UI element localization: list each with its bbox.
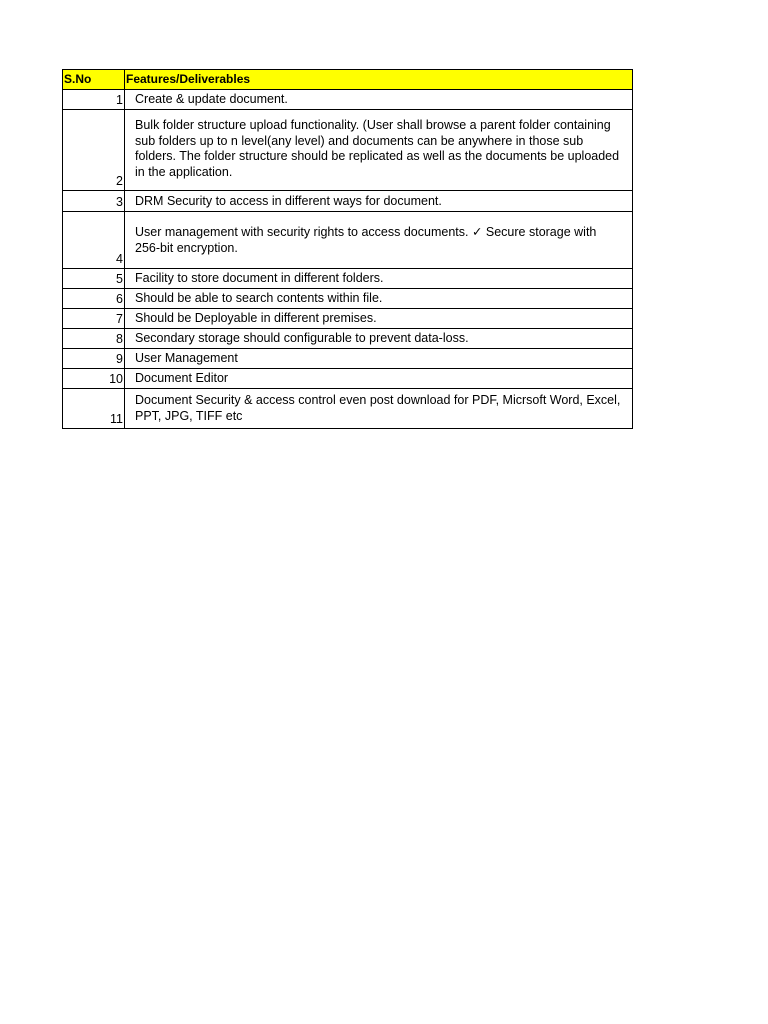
table-row xyxy=(63,191,633,212)
row-number: 6 xyxy=(63,289,125,309)
feature-cell: Facility to store document in different folders. xyxy=(125,269,633,289)
table-row xyxy=(63,90,633,110)
header-row xyxy=(63,70,633,90)
feature-cell: Should be Deployable in different premises. xyxy=(125,309,633,329)
row-number: 9 xyxy=(63,349,125,369)
table-row xyxy=(63,309,633,329)
row-number: 5 xyxy=(63,269,125,289)
row-number: 8 xyxy=(63,329,125,349)
features-table xyxy=(62,69,633,429)
feature-cell: Document Editor xyxy=(125,369,633,389)
row-number: 1 xyxy=(63,90,125,110)
header-features: Features/Deliverables xyxy=(125,70,633,90)
row-number: 11 xyxy=(63,389,125,429)
table-row xyxy=(63,269,633,289)
header-sno: S.No xyxy=(63,70,125,90)
row-number: 3 xyxy=(63,191,125,212)
table-row xyxy=(63,349,633,369)
feature-cell: Document Security & access control even post download for PDF, Micrsoft Word, Excel, PPT, JPG, TIFF etc xyxy=(125,389,633,429)
table-row xyxy=(63,212,633,269)
table-row xyxy=(63,389,633,429)
feature-cell: Create & update document. xyxy=(125,90,633,110)
table-row xyxy=(63,369,633,389)
feature-cell: Bulk folder structure upload functionality. (User shall browse a parent folder containing sub folders up to n level(any level) and documents can be anywhere in those sub folders. The folder structure should be replicated as well as the documents be uploaded in the application. xyxy=(125,110,633,191)
feature-cell: Should be able to search contents within file. xyxy=(125,289,633,309)
feature-cell: DRM Security to access in different ways for document. xyxy=(125,191,633,212)
table-row xyxy=(63,329,633,349)
feature-cell: User management with security rights to access documents. ✓ Secure storage with 256-bit encryption. xyxy=(125,212,633,269)
row-number: 7 xyxy=(63,309,125,329)
row-number: 10 xyxy=(63,369,125,389)
table-row xyxy=(63,289,633,309)
feature-cell: Secondary storage should configurable to prevent data-loss. xyxy=(125,329,633,349)
table-row xyxy=(63,110,633,191)
feature-cell: User Management xyxy=(125,349,633,369)
row-number: 4 xyxy=(63,212,125,269)
row-number: 2 xyxy=(63,110,125,191)
